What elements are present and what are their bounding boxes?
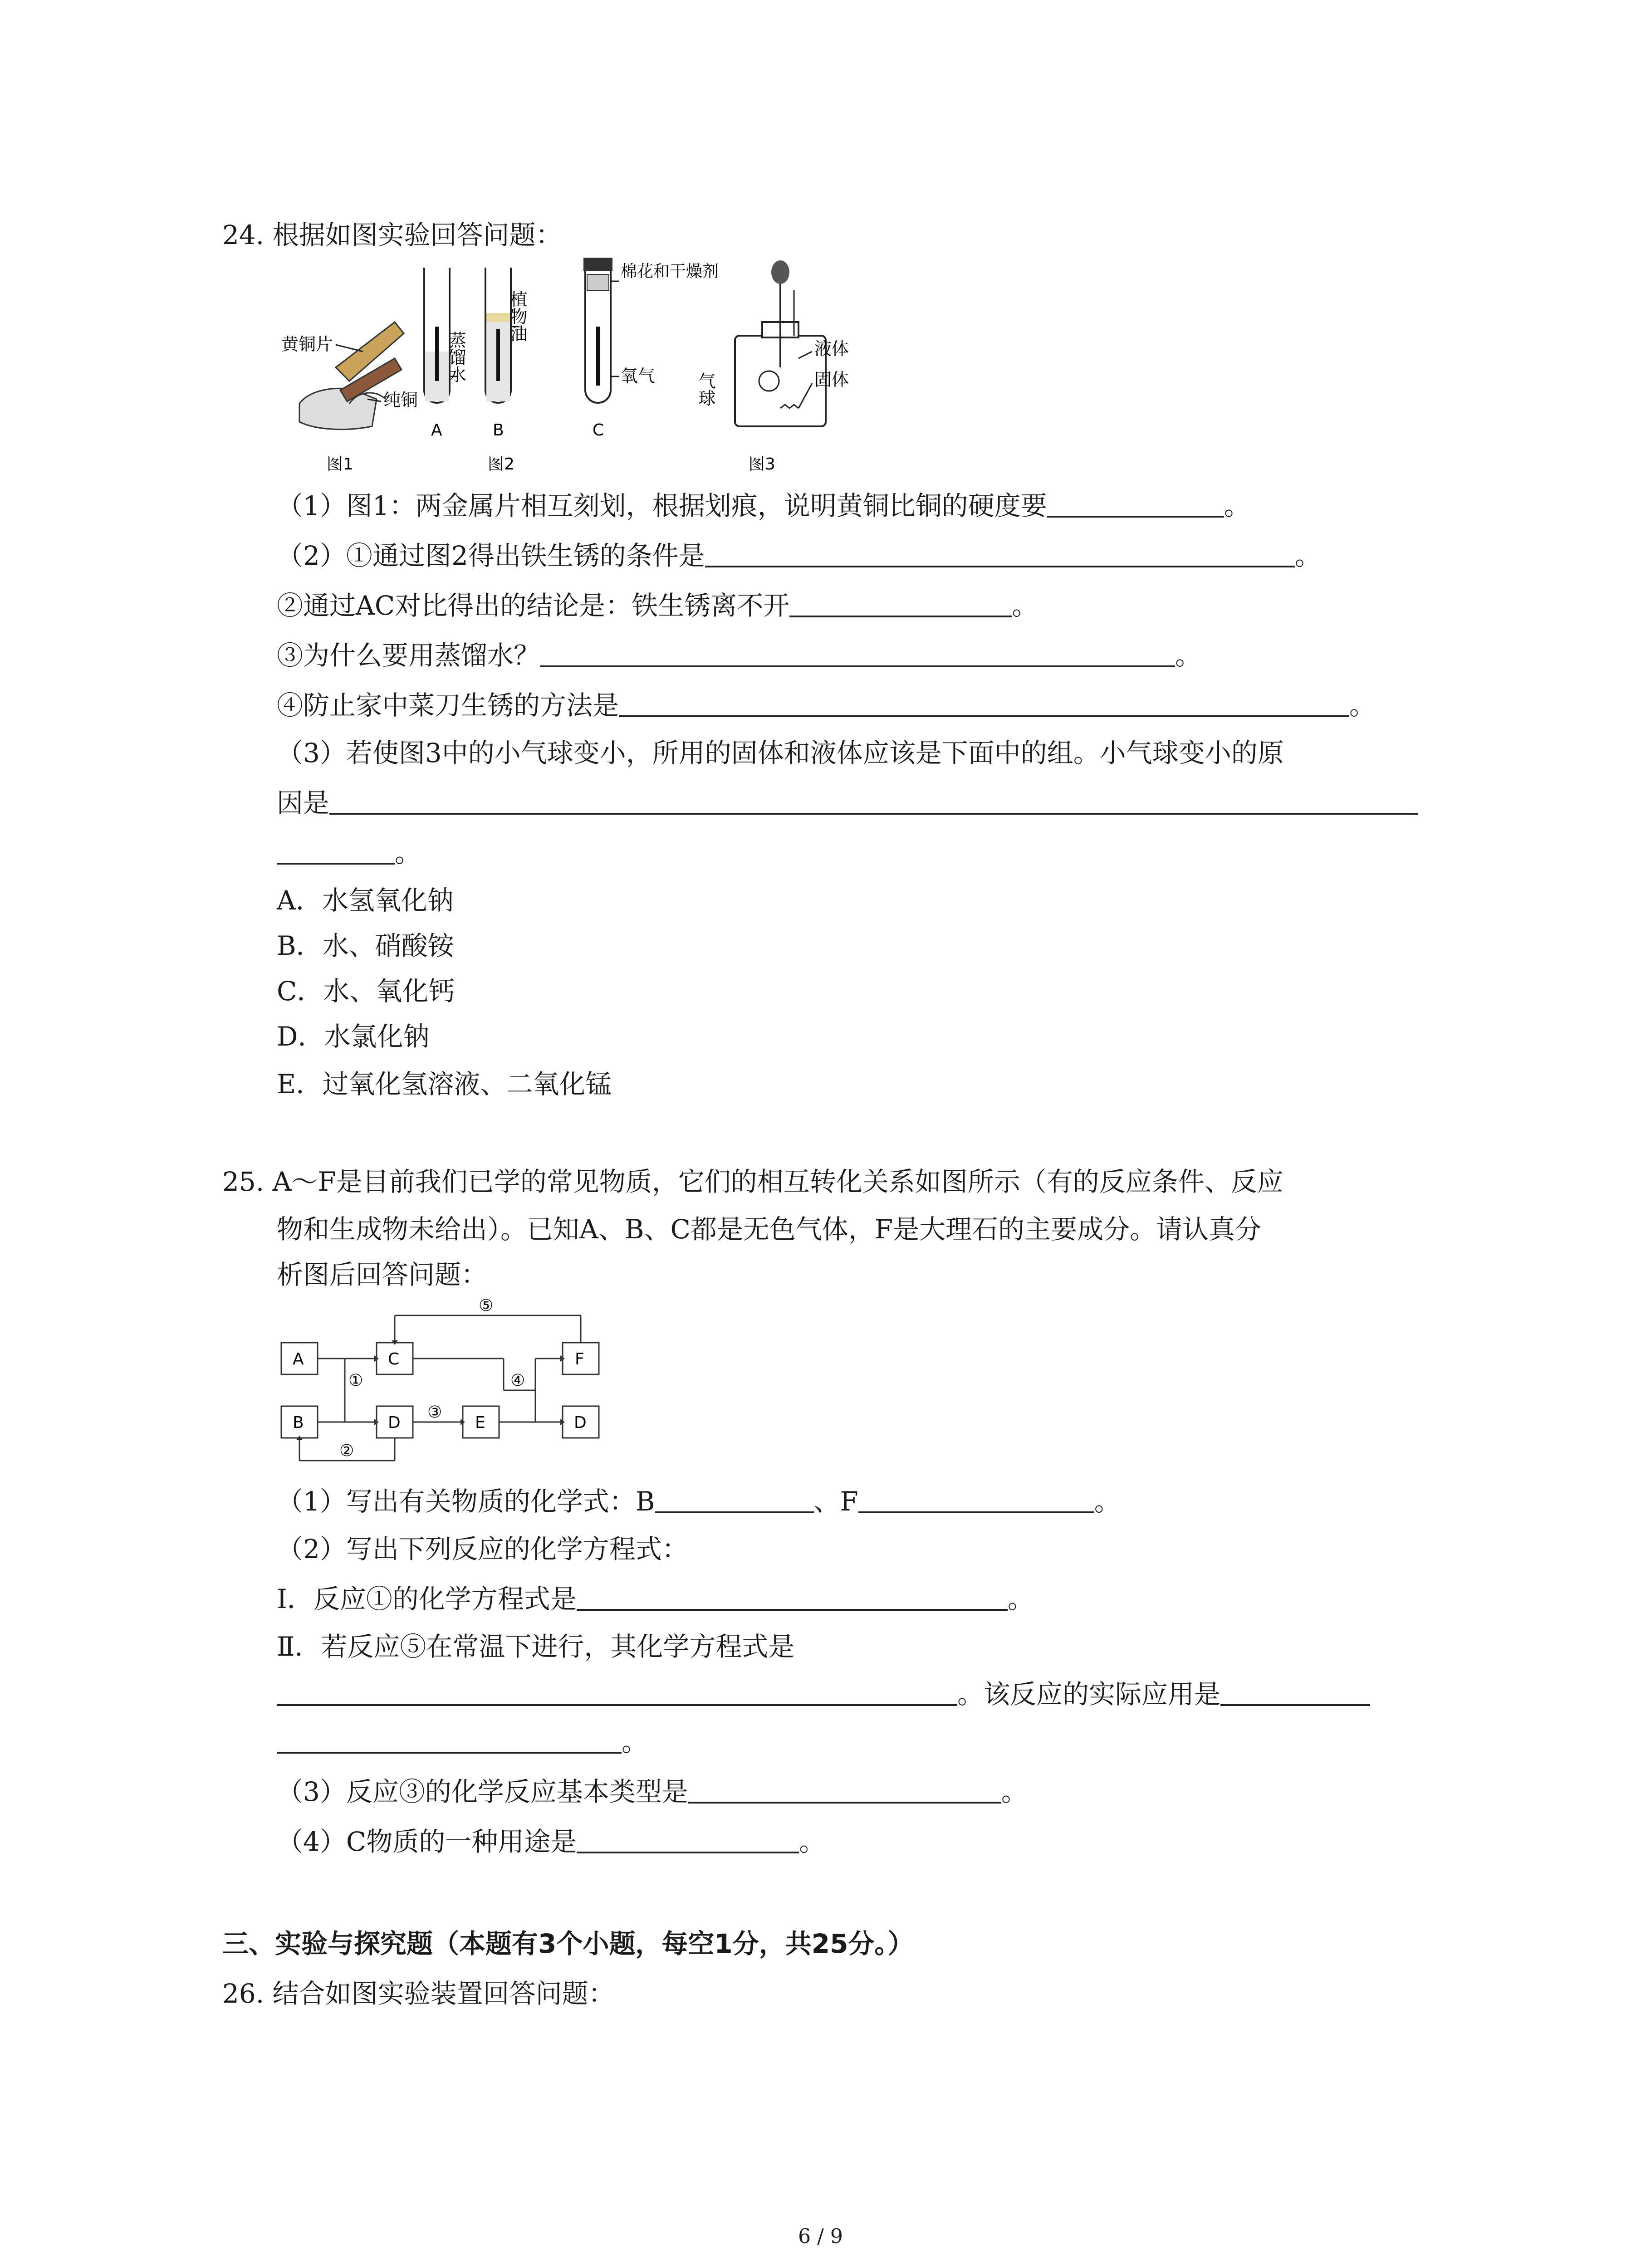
fig1-scratch-illustration: [281, 322, 418, 474]
diagram-num-4: ④: [510, 1371, 525, 1390]
q24-option-c: C．水、氧化钙: [277, 976, 455, 1007]
diagram-box-e: E: [475, 1413, 485, 1432]
fig2-caption: 图2: [488, 455, 514, 474]
q24-part3b: 因是: [277, 785, 1418, 821]
q24-part3: （3）若使图3中的小气球变小，所用的固体和液体应该是下面中的组。小气球变小的原: [277, 738, 1284, 768]
q24-option-d: D．水氯化钠: [277, 1021, 430, 1052]
q24-part2: （2）①通过图2得出铁生锈的条件是 。: [277, 540, 1321, 571]
fig2-tube-c: C: [593, 421, 604, 440]
q24-part3c: 。: [277, 835, 421, 871]
diagram-box-d2: D: [574, 1413, 587, 1432]
fig3-flask-apparatus: [696, 260, 849, 474]
q25-part1: （1）写出有关物质的化学式：B 、F 。: [277, 1486, 1121, 1517]
fig2-tube-a: A: [431, 421, 442, 440]
diagram-num-2: ②: [339, 1442, 354, 1460]
q25-line2: 物和生成物未给出）。已知A、B、C都是无色气体，F是大理石的主要成分。请认真分: [277, 1214, 1262, 1245]
fig3-caption: 图3: [749, 455, 775, 474]
q25-part4: （4）C物质的一种用途是 。: [277, 1826, 826, 1857]
q24-part2b: ②通过AC对比得出的结论是：铁生锈离不开 。: [277, 590, 1038, 621]
fig2-tube-b: B: [493, 421, 504, 440]
diagram-box-f: F: [575, 1350, 584, 1369]
diagram-box-c: C: [388, 1350, 400, 1369]
section-3-heading: 三、实验与探究题（本题有3个小题，每空1分，共25分。）: [222, 1928, 914, 1959]
fig2-label-oil: 植物油: [507, 290, 527, 342]
q25-part2: （2）写出下列反应的化学方程式：: [277, 1534, 688, 1564]
q24-option-b: B．水、硝酸铵: [277, 930, 454, 961]
q25-part2d: 。: [277, 1724, 648, 1760]
q25-part2a: Ⅰ．反应①的化学方程式是 。: [277, 1584, 1034, 1614]
fig3-label-balloon: 气球: [696, 372, 715, 406]
q24-figures: [272, 254, 862, 481]
fig1-caption: 图1: [327, 455, 353, 474]
q24-part2d: ④防止家中菜刀生锈的方法是 。: [277, 690, 1376, 721]
fig3-label-liquid: 液体: [814, 339, 849, 359]
diagram-box-b: B: [293, 1413, 304, 1432]
q25-part2b: Ⅱ．若反应⑤在常温下进行，其化学方程式是: [277, 1631, 795, 1662]
diagram-box-d: D: [388, 1413, 401, 1432]
q24-option-a: A．水氢氧化钠: [277, 885, 454, 916]
fig2-test-tubes: [424, 258, 719, 474]
q25-part3: （3）反应③的化学反应基本类型是 。: [277, 1776, 1028, 1807]
q24-option-e: E．过氧化氢溶液、二氧化锰: [277, 1069, 612, 1100]
q24-part1: （1）图1：两金属片相互刻划，根据划痕，说明黄铜比铜的硬度要 。: [277, 490, 1250, 521]
q24-title: 24. 根据如图实验回答问题：: [222, 220, 562, 250]
fig2-label-oxygen: 氧气: [621, 366, 656, 386]
fig2-label-water: 蒸馏水: [446, 331, 466, 383]
fig1-label-brass: 黄铜片: [281, 334, 333, 354]
q24-part2c: ③为什么要用蒸馏水？ 。: [277, 640, 1202, 671]
page-number: 6 / 9: [798, 2225, 843, 2248]
fig1-label-copper: 纯铜: [383, 390, 418, 410]
fig2-label-cotton: 棉花和干燥剂: [621, 262, 719, 281]
diagram-num-5: ⑤: [479, 1296, 494, 1315]
q26-title: 26. 结合如图实验装置回答问题：: [222, 1978, 615, 2009]
diagram-box-a: A: [293, 1350, 304, 1369]
fig3-label-solid: 固体: [814, 370, 849, 390]
diagram-num-1: ①: [348, 1371, 363, 1390]
q25-relationship-diagram: [272, 1293, 608, 1483]
q25-part2c: 。该反应的实际应用是: [277, 1676, 1370, 1712]
q25-line3: 析图后回答问题：: [277, 1259, 488, 1290]
q25-title: 25. A～F是目前我们已学的常见物质，它们的相互转化关系如图所示（有的反应条件、反应: [222, 1166, 1283, 1197]
diagram-num-3: ③: [427, 1403, 442, 1422]
